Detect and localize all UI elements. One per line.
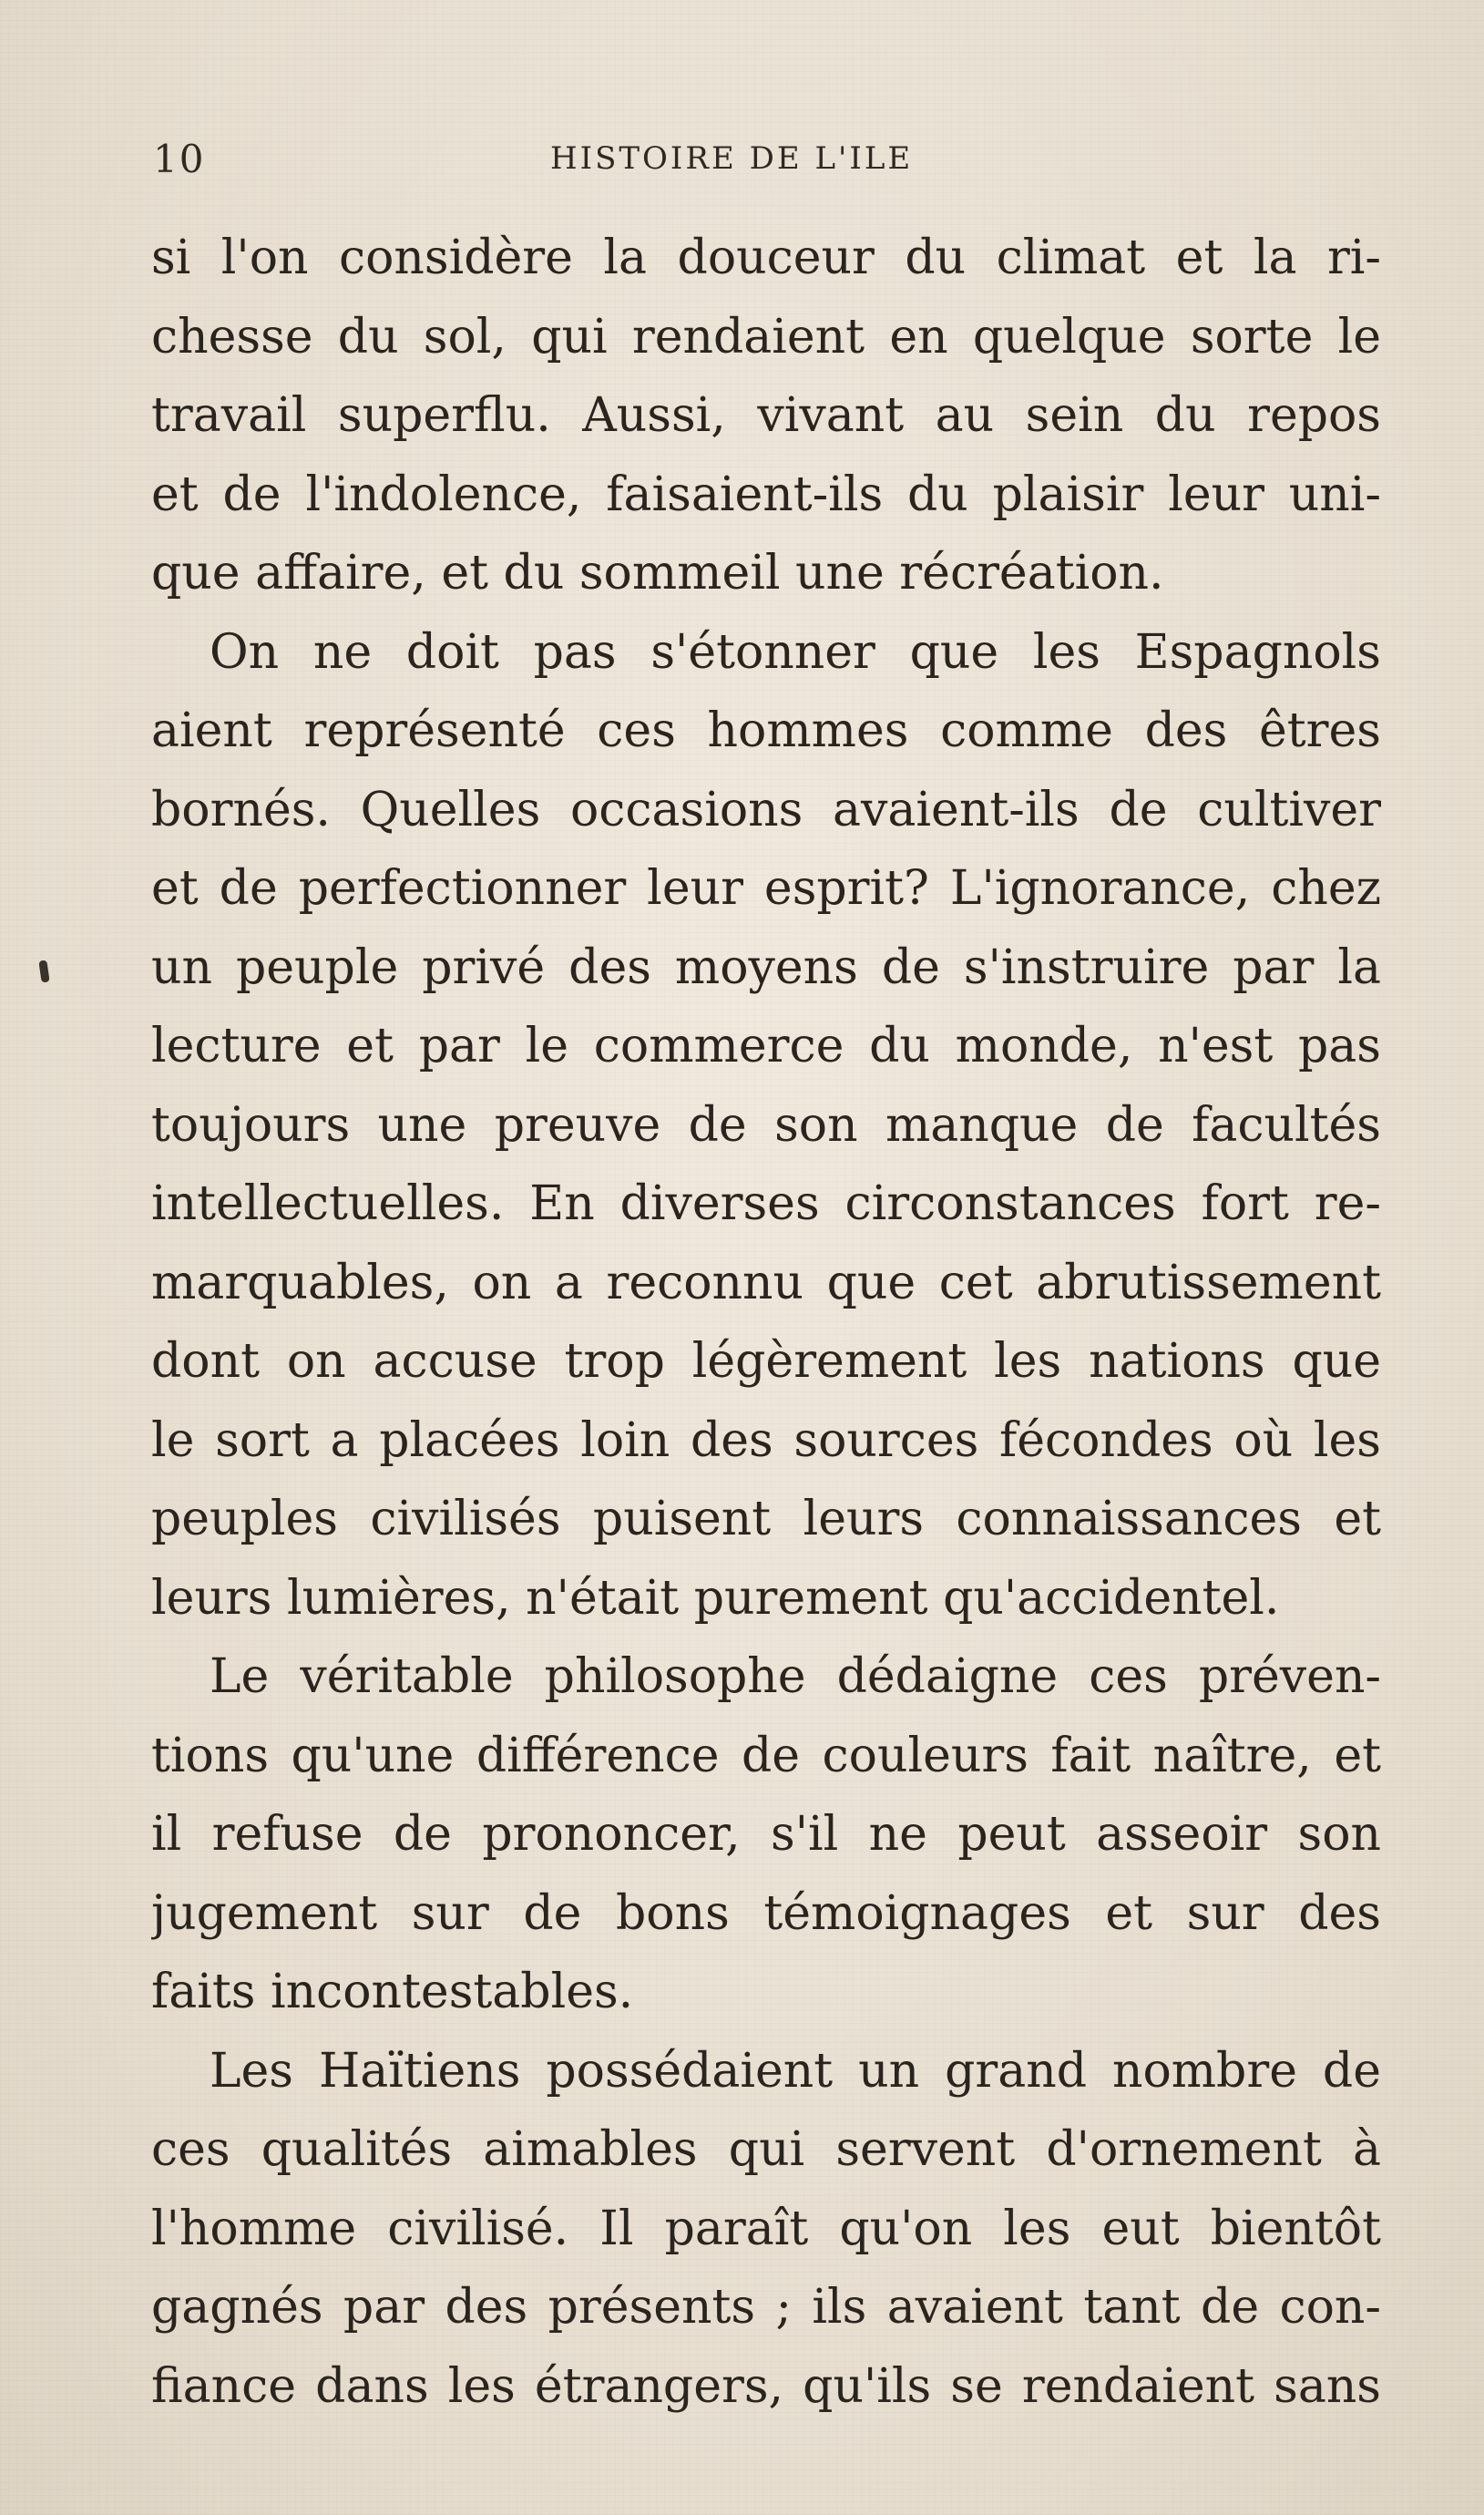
text-line: toujours une preuve de son manque de facultés — [151, 1097, 1381, 1153]
text-line: faits incontestables. — [151, 1965, 634, 2019]
running-head: HISTOIRE DE L'ILE — [550, 140, 914, 177]
text-line: intellectuelles. En diverses circonstances fort re- — [151, 1176, 1381, 1231]
text-line: dont on accuse trop légèrement les nations que — [151, 1334, 1381, 1389]
text-line: l'homme civilisé. Il paraît qu'on les eut bientôt — [151, 2201, 1381, 2256]
text-line: le sort a placées loin des sources fécondes où les — [151, 1412, 1381, 1468]
text-line: lecture et par le commerce du monde, n'est pas — [151, 1019, 1381, 1073]
body-text — [151, 219, 1381, 2426]
text-line: peuples civilisés puisent leurs connaissances et — [151, 1492, 1381, 1546]
margin-ink-mark — [38, 960, 49, 982]
text-line: il refuse de prononcer, s'il ne peut asseoir son — [151, 1807, 1381, 1862]
text-line: bornés. Quelles occasions avaient-ils de cultiver — [151, 782, 1381, 837]
text-line: et de perfectionner leur esprit? L'ignorance, chez — [151, 861, 1381, 916]
paragraph-1 — [151, 219, 1381, 613]
text-line: jugement sur de bons témoignages et sur des — [151, 1885, 1381, 1941]
text-line: marquables, on a reconnu que cet abrutissement — [151, 1255, 1381, 1310]
text-line: chesse du sol, qui rendaient en quelque sorte le — [151, 309, 1381, 364]
text-line: que affaire, et du sommeil une récréation. — [151, 546, 1164, 601]
text-line: On ne doit pas s'étonner que les Espagnols — [210, 624, 1381, 680]
paragraph-4 — [151, 2032, 1381, 2427]
text-line: et de l'indolence, faisaient-ils du plaisir leur uni- — [151, 467, 1381, 522]
text-line: si l'on considère la douceur du climat et la ri- — [151, 231, 1381, 285]
text-line: travail superflu. Aussi, vivant au sein du repos — [151, 388, 1381, 443]
text-line: leurs lumières, n'était purement qu'accidentel. — [151, 1570, 1280, 1626]
text-line: fiance dans les étrangers, qu'ils se rendaient sans — [151, 2358, 1381, 2414]
paragraph-2 — [151, 613, 1381, 1638]
paragraph-3 — [151, 1637, 1381, 2032]
page-header — [153, 137, 1383, 191]
text-line: un peuple privé des moyens de s'instruire par la — [151, 939, 1381, 995]
text-line: ces qualités aimables qui servent d'ornement à — [151, 2122, 1381, 2177]
text-line: gagnés par des présents ; ils avaient tant de con- — [151, 2280, 1381, 2335]
text-line: tions qu'une différence de couleurs fait naître, et — [151, 1728, 1381, 1783]
text-line: aient représenté ces hommes comme des êtres — [151, 703, 1381, 758]
text-line: Le véritable philosophe dédaigne ces préven- — [210, 1649, 1381, 1704]
page-number: 10 — [153, 137, 206, 181]
text-line: Les Haïtiens possédaient un grand nombre de — [210, 2043, 1381, 2099]
